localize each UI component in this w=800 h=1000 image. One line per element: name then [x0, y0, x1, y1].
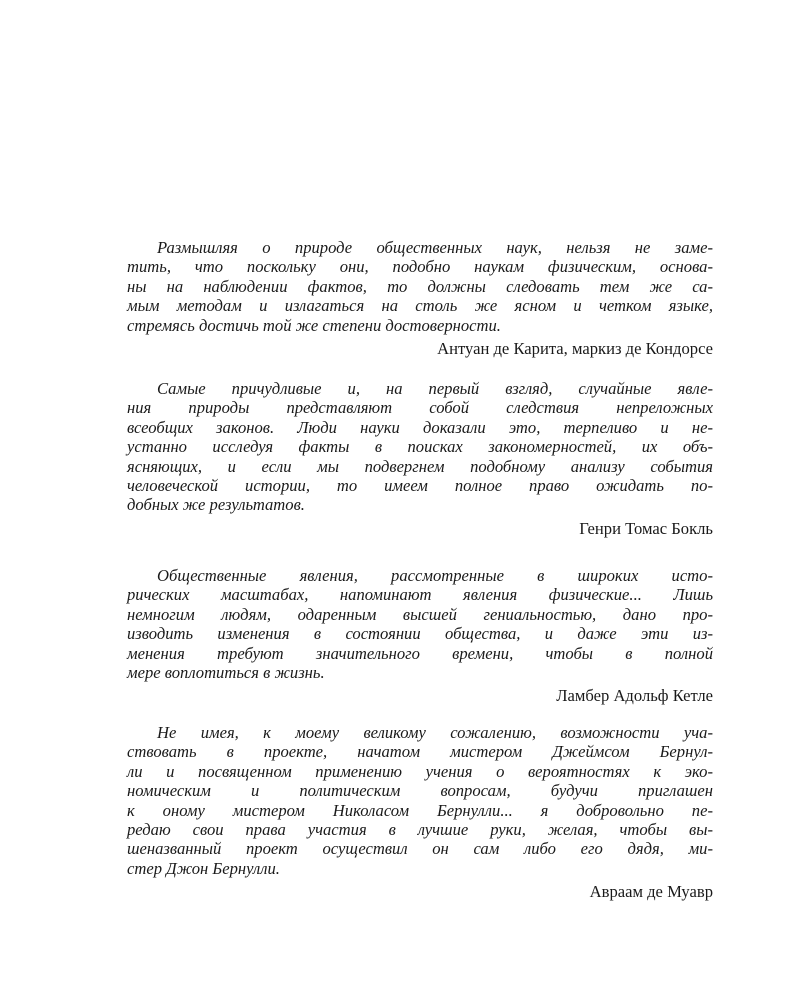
quote-text-line: изводить изменения в состоянии общества, и даже эти из- — [127, 624, 713, 644]
quote-text-line: добных же результатов. — [127, 495, 305, 515]
quote-text-line: редаю свои права участия в лучшие руки, желая, чтобы вы- — [127, 819, 713, 839]
epigraph-quote-3 — [127, 566, 713, 706]
quote-text-line: ствовать в проекте, начатом мистером Джеймсом Бернул- — [127, 742, 713, 762]
quote-text-line: ния природы представляют собой следствия непреложных — [127, 398, 713, 418]
quote-text-line: ясняющих, и если мы подвергнем подобному анализу события — [127, 456, 713, 476]
epigraph-quote-4 — [127, 723, 713, 902]
quote-text-line: мым методам и излагаться на столь же ясном и четком языке, — [127, 296, 713, 316]
quote-text-line: к оному мистером Николасом Бернулли... я добровольно пе- — [127, 800, 713, 820]
quote-text-line: немногим людям, одаренным высшей гениальностью, дано про- — [127, 604, 713, 624]
quote-author: Генри Томас Бокль — [579, 518, 713, 538]
quote-text-line: Общественные явления, рассмотренные в широких исто- — [157, 566, 713, 585]
quote-text-line: человеческой истории, то имеем полное право ожидать по- — [127, 475, 713, 495]
quote-author: Антуан де Карита, маркиз де Кондорсе — [437, 338, 713, 358]
epigraph-quote-1 — [127, 238, 713, 358]
quote-text-line: ны на наблюдении фактов, то должны следовать тем же са- — [127, 276, 713, 296]
quote-text-line: ли и посвященном применению учения о вероятностях к эко- — [127, 761, 713, 781]
quote-text-line: всеобщих законов. Люди науки доказали это, терпеливо и не- — [127, 417, 713, 437]
quote-text-line: мере воплотиться в жизнь. — [127, 662, 325, 682]
quote-text-line: Самые причудливые и, на первый взгляд, случайные явле- — [157, 379, 713, 398]
quote-text-line: стремясь достичь той же степени достоверности. — [127, 315, 501, 335]
quote-text-line: рических масштабах, напоминают явления физические... Лишь — [127, 585, 713, 605]
quote-text-line: Не имея, к моему великому сожалению, возможности уча- — [157, 723, 713, 742]
quote-text-line: тить, что поскольку они, подобно наукам физическим, основа- — [127, 257, 713, 277]
quote-text-line: шеназванный проект осуществил он сам либо его дядя, ми- — [127, 839, 713, 859]
quote-author: Ламбер Адольф Кетле — [556, 686, 713, 706]
quote-text-line: Размышляя о природе общественных наук, нельзя не заме- — [157, 238, 713, 257]
epigraph-quote-2 — [127, 379, 713, 538]
quote-author: Авраам де Муавр — [589, 882, 713, 902]
quote-text-line: стер Джон Бернулли. — [127, 858, 280, 878]
quote-text-line: номическим и политическим вопросам, будучи приглашен — [127, 781, 713, 801]
quote-text-line: менения требуют значительного времени, чтобы в полной — [127, 643, 713, 663]
quote-text-line: устанно исследуя факты в поисках закономерностей, их объ- — [127, 437, 713, 457]
